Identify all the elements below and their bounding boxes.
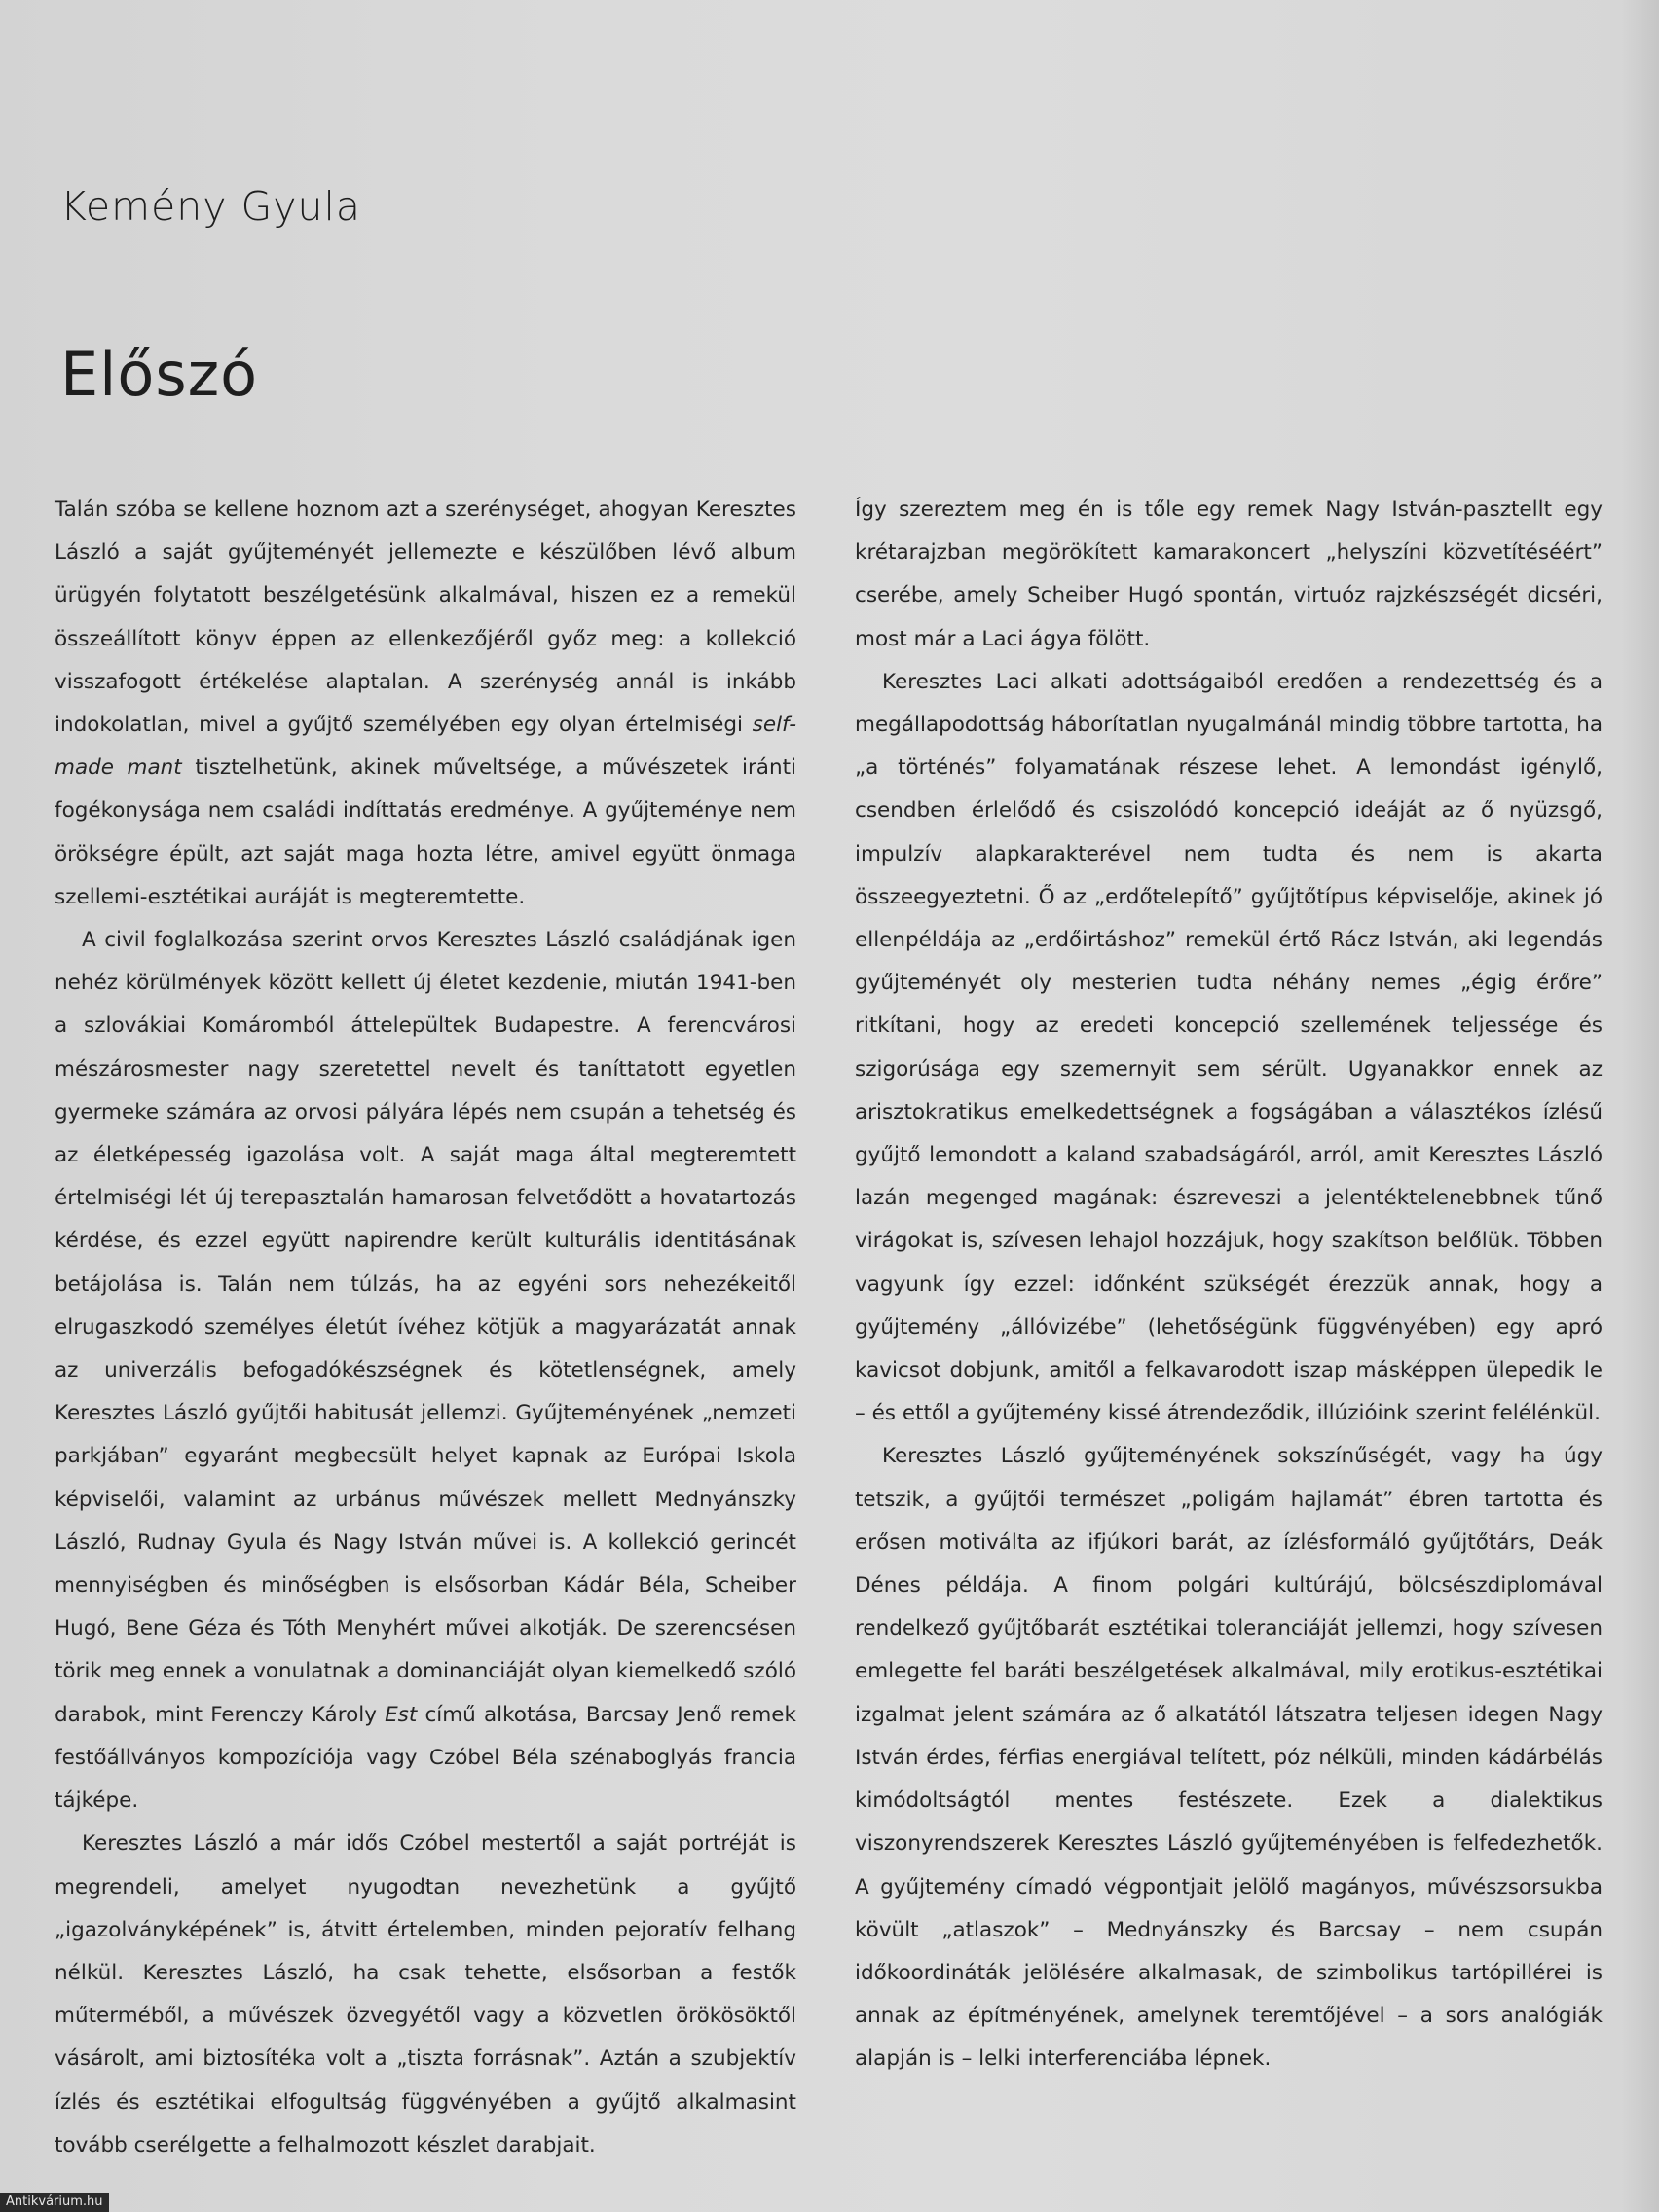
paragraph: Keresztes Laci alkati adottságaiból eredően a rendezettség és a megállapodottság háborítatlan nyugalmánál mindig többre tartotta, ha „a történés” folyamatának részese lehet. A lemondást igénylő, csendben érlelődő és csiszolódó koncepció ideáját az ő nyüzsgő, impulzív alapkarakterével nem tudta és nem is akarta összeegyeztetni. Ő az „erdőtelepítő” gyűjtőtípus képviselője, akinek jó ellenpéldája az „erdőirtáshoz” remekül értő Rácz István, aki legendás gyűjteményét oly mesterien tudta néhány nemes „égig érőre” ritkítani, hogy az eredeti koncepció szellemének teljessége és szigorúsága egy szemernyit sem sérült. Ugyanakkor ennek az arisztokratikus emelkedettségnek a fogságában a választékos ízlésű gyűjtő lemondott a kaland szabadságáról, arról, amit Keresztes László lazán megenged magának: észreveszi a jelentéktelenebbnek tűnő virágokat is, szívesen lehajol hozzájuk, hogy szakítson belőlük. Többen vagyunk így ezzel: időnként szükségét érezzük annak, hogy a gyűjtemény „állóvizébe” (lehetőségünk függvényében) egy apró kavicsot dobjunk, amitől a felkavarodott iszap másképpen ülepedik le – és ettől a gyűjtemény kissé átrendeződik, illúzióink szerint felélénkül. bbox=[855, 669, 1603, 1426]
paragraph: Keresztes László a már idős Czóbel mestertől a saját portréját is megrendeli, amelyet nyugodtan nevezhetünk a gyűjtő „igazolványképének” is, átvitt értelemben, minden pejoratív felhang nélkül. Keresztes László, ha csak tehette, elsősorban a festők műterméből, a művészek özvegyétől vagy a közvetlen örökösöktől vásárolt, ami biztosítéka volt a „tiszta forrásnak”. Aztán a szubjektív ízlés és esztétikai elfogultság függvényében a gyűjtő alkalmasint tovább cserélgette a felhalmozott készlet darabjait. bbox=[55, 1831, 796, 2157]
paragraph: Így szereztem meg én is tőle egy remek Nagy István-pasztellt egy krétarajzban megörökített kamarakoncert „helyszíni közvetítéséért” cserébe, amely Scheiber Hugó spontán, virtuóz rajzkészségét dicséri, most már a Laci ágya fölött. bbox=[855, 498, 1603, 651]
paragraph: A civil foglalkozása szerint orvos Keresztes László családjának igen nehéz körülmények között kellett új életet kezdenie, miután 1941-ben a szlovákiai Komáromból áttelepültek Budapestre. A ferencvárosi mészárosmester nagy szeretettel nevelt és taníttatott egyetlen gyermeke számára az orvosi pályára lépés nem csupán a tehetség és az életképesség igazolása volt. A saját maga által megteremtett értelmiségi lét új terepasztalán hamarosan felvetődött a hovatartozás kérdése, és ezzel együtt napirendre került kulturális identitásának betájolása is. Talán nem túlzás, ha az egyéni sors nehezékeitől elrugaszkodó személyes életút ívéhez kötjük a magyarázatát annak az univerzális befogadókészségnek és kötetlenségnek, amely Keresztes László gyűjtői habitusát jellemzi. Gyűjteményének „nemzeti parkjában” egyaránt megbecsült helyet kapnak az Európai Iskola képviselői, valamint az urbánus művészek mellett Mednyánszky László, Rudnay Gyula és Nagy István művei is. A kollekció gerincét mennyiségben és minőségben is elsősorban Kádár Béla, Scheiber Hugó, Bene Géza és Tóth Menyhért művei alkotják. De szerencsésen törik meg ennek a vonulatnak a dominanciáját olyan kiemelkedő szóló darabok, mint Ferenczy Károly Est című alkotása, Barcsay Jenő remek festőállványos kompozíciója vagy Czóbel Béla szénaboglyás francia tájképe. bbox=[55, 928, 796, 1814]
paragraph: Keresztes László gyűjteményének sokszínűségét, vagy ha úgy tetszik, a gyűjtői természet „poligám hajlamát” ébren tartotta és erősen motiválta az ifjúkori barát, az ízlésformáló gyűjtőtárs, Deák Dénes példája. A finom polgári kultúrájú, bölcsészdiplomával rendelkező gyűjtőbarát esztétikai toleranciáját jellemzi, hogy szívesen emlegette fel baráti beszélgetések alkalmával, mily erotikus-esztétikai izgalmat jelent számára az ő alkatától látszatra teljesen idegen Nagy István érdes, férfias energiával telített, póz nélküli, minden kádárbélás kimódoltságtól mentes festészete. Ezek a dialektikus viszonyrendszerek Keresztes László gyűjteményében is felfedezhetők. A gyűjtemény címadó végpontjait jelölő magányos, művészsorsukba kövült „atlaszok” – Mednyánszky és Barcsay – nem csupán időkoordináták jelölésére alkalmasak, de szimbolikus tartópillérei is annak az építményének, amelynek teremtőjével – a sors analógiák alapján is – lelki interferenciába lépnek. bbox=[855, 1444, 1603, 2072]
page-edge-shadow bbox=[1620, 0, 1659, 2212]
source-watermark: Antikvárium.hu bbox=[0, 2193, 109, 2212]
italic-phrase: self-made mant bbox=[55, 713, 796, 781]
right-column bbox=[855, 489, 1603, 2082]
author-name: Kemény Gyula bbox=[60, 183, 362, 230]
paragraph: Talán szóba se kellene hoznom azt a szerénységet, ahogyan Keresztes László a saját gyűjteményét jellemezte e készülőben lévő album ürügyén folytatott beszélgetésünk alkalmával, hiszen ez a remekül összeállított könyv éppen az ellenkezőjéről győz meg: a kollekció visszafogott értékelése alaptalan. A szerénység annál is inkább indokolatlan, mivel a gyűjtő személyében egy olyan értelmiségi self-made mant tisztelhetünk, akinek műveltsége, a művészetek iránti fogékonysága nem családi indíttatás eredménye. A gyűjteménye nem örökségre épült, azt saját maga hozta létre, amivel együtt önmaga szellemi-esztétikai auráját is megteremtette. bbox=[55, 498, 796, 909]
page-title: Előszó bbox=[60, 339, 259, 410]
italic-artwork-title: Est bbox=[385, 1702, 418, 1727]
left-column bbox=[55, 489, 796, 2167]
